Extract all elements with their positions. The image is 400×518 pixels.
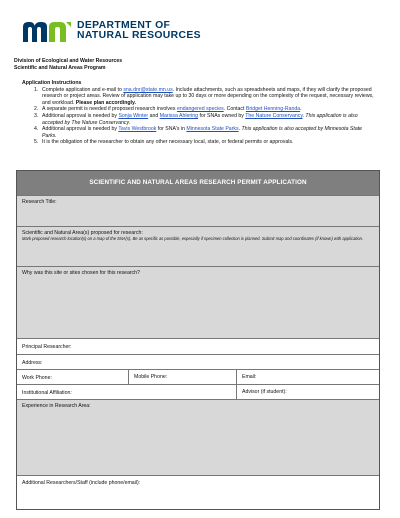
why-chosen-label: Why was this site or sites chosen for this research? <box>22 270 140 276</box>
mobile-phone-label: Mobile Phone: <box>134 374 168 380</box>
email-label: Email: <box>242 374 257 380</box>
contact-henning-randa-link[interactable]: Bridget Henning-Randa <box>245 106 301 113</box>
endangered-species-link[interactable]: endangered species <box>176 106 224 113</box>
nature-conservancy-link[interactable]: The Nature Conservancy <box>245 112 303 119</box>
experience-field[interactable] <box>17 399 379 475</box>
instruction-item-2: 2. A separate permit is needed if proposed research involves endangered species. Contact Bridget Henning-Randa. <box>34 106 302 113</box>
affiliation-label: Institutional Affiliation: <box>22 390 72 396</box>
advisor-field[interactable] <box>236 385 379 399</box>
contact-westbrook-link[interactable]: Tavis Westbrook <box>118 126 157 133</box>
dnr-logo <box>22 18 201 44</box>
principal-researcher-label: Principal Researcher: <box>22 344 72 350</box>
additional-researchers-label: Additional Researchers/Staff (include phone/email): <box>22 480 141 486</box>
instruction-item-3: 3. Additional approval is needed by Sonja Winter and Marissa Ahlering for SNAs owned by The Nature Conservancy. This application is also accepted by The Nature Conservancy. <box>34 112 358 126</box>
instruction-item-5: 5. It is the obligation of the researcher to obtain any other necessary local, state, or federal permits or approvals. <box>34 139 294 146</box>
affiliation-row <box>17 384 379 399</box>
state-parks-link[interactable]: Minnesota State Parks <box>186 126 239 133</box>
sna-proposed-field[interactable] <box>17 226 379 266</box>
research-title-field[interactable] <box>17 195 379 226</box>
logo-line-2: NATURAL RESOURCES <box>77 30 201 41</box>
sna-proposed-label: Scientific and Natural Area(s) proposed for research: <box>22 230 143 236</box>
work-phone-label: Work Phone: <box>22 375 52 381</box>
instructions-heading: Application Instructions <box>22 80 82 86</box>
program-name: Scientific and Natural Areas Program <box>14 65 106 72</box>
contact-winter-link[interactable]: Sonja Winter <box>118 112 149 119</box>
instruction-item-1: 1. Complete application and e-mail to sna.dnr@state.mn.us. Include attachments, such as spreadsheets and maps, if they will clarify the proposed research or project areas. Review of application may take up to 30 days or more depending on the complexity of the request, necessary reviews, and workload. Please plan accordingly. <box>34 86 374 106</box>
contact-ahlering-link[interactable]: Marissa Ahlering <box>159 112 199 119</box>
email-field[interactable] <box>236 370 379 384</box>
logo-line-1: DEPARTMENT OF <box>77 20 171 31</box>
phone-email-row <box>17 369 379 384</box>
why-chosen-field[interactable] <box>17 266 379 338</box>
experience-label: Experience in Research Area: <box>22 403 91 409</box>
form-title: SCIENTIFIC AND NATURAL AREAS RESEARCH PERMIT APPLICATION <box>17 171 379 195</box>
mobile-phone-field[interactable] <box>128 370 236 384</box>
additional-researchers-field[interactable] <box>17 475 379 509</box>
sna-map-note: Mark proposed research location(s) on a map of the SNA(s). Be as specific as possible, especially if specimen collection is planned. Submit map and coordinates (if known) with application. <box>22 236 364 241</box>
address-field[interactable] <box>17 354 379 369</box>
instruction-item-4: 4. Additional approval is needed by Tavis Westbrook for SNA's in Minnesota State Parks. This application is also accepted by Minnesota State Parks. <box>34 126 363 139</box>
principal-researcher-field[interactable] <box>17 338 379 354</box>
research-title-label: Research Title: <box>22 199 57 205</box>
sna-email-link[interactable]: sna.dnr@state.mn.us <box>123 86 173 93</box>
permit-application-form <box>16 170 380 510</box>
advisor-label: Advisor (if student): <box>242 389 287 395</box>
application-instructions <box>22 80 378 146</box>
address-label: Address: <box>22 360 43 366</box>
mn-logo-mark-icon <box>22 18 72 44</box>
division-name: Division of Ecological and Water Resources <box>14 58 123 64</box>
organization-block <box>14 58 122 72</box>
